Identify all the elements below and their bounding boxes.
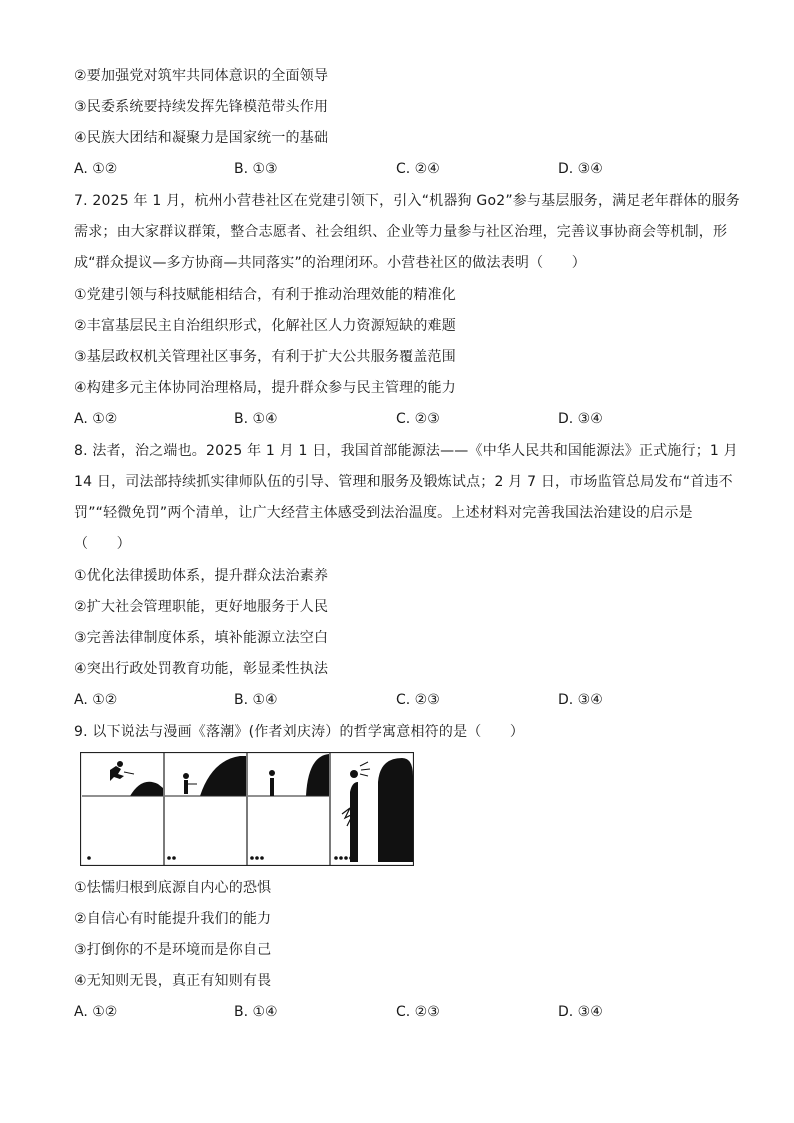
q9-statement-2: ②自信心有时能提升我们的能力 <box>74 911 272 927</box>
q8-option-b: B. ①④ <box>234 692 278 708</box>
q7-statement-4: ④构建多元主体协同治理格局，提升群众参与民主管理的能力 <box>74 380 456 396</box>
q7-statement-3: ③基层政权机关管理社区事务，有利于扩大公共服务覆盖范围 <box>74 349 456 365</box>
q7-option-d: D. ③④ <box>558 411 603 427</box>
q8-stem-line-4: （ ） <box>74 536 131 552</box>
q8-statement-4: ④突出行政处罚教育功能，彰显柔性执法 <box>74 661 329 677</box>
q9-option-d: D. ③④ <box>558 1004 603 1020</box>
q7-statement-1: ①党建引领与科技赋能相结合，有利于推动治理效能的精准化 <box>74 287 456 303</box>
q9-option-b: B. ①④ <box>234 1004 278 1020</box>
comic-strip-image <box>80 752 414 866</box>
q7-stem-line-2: 需求；由大家群议群策，整合志愿者、社会组织、企业等力量参与社区治理，完善议事协商会等机制，形 <box>74 224 728 240</box>
q6-option-d: D. ③④ <box>558 161 603 177</box>
q8-statement-3: ③完善法律制度体系，填补能源立法空白 <box>74 630 329 646</box>
q8-option-d: D. ③④ <box>558 692 603 708</box>
q6-statement-2: ②要加强党对筑牢共同体意识的全面领导 <box>74 68 329 84</box>
q9-statement-1: ①怯懦归根到底源自内心的恐惧 <box>74 880 272 896</box>
q6-statement-3: ③民委系统要持续发挥先锋模范带头作用 <box>74 99 329 115</box>
q8-stem-line-3: 罚”“轻微免罚”两个清单，让广大经营主体感受到法治温度。上述材料对完善我国法治建设的启示是 <box>74 505 693 521</box>
q6-option-c: C. ②④ <box>396 161 440 177</box>
q7-stem-line-3: 成“群众提议—多方协商—共同落实”的治理闭环。小营巷社区的做法表明（ ） <box>74 255 586 271</box>
q7-option-c: C. ②③ <box>396 411 440 427</box>
q8-stem-line-1: 8. 法者，治之端也。2025 年 1 月 1 日，我国首部能源法——《中华人民共和国能源法》正式施行；1 月 <box>74 443 738 459</box>
q8-statement-2: ②扩大社会管理职能，更好地服务于人民 <box>74 599 329 615</box>
q7-option-a: A. ①② <box>74 411 118 427</box>
q7-option-b: B. ①④ <box>234 411 278 427</box>
q7-statement-2: ②丰富基层民主自治组织形式，化解社区人力资源短缺的难题 <box>74 318 456 334</box>
q8-option-c: C. ②③ <box>396 692 440 708</box>
q6-option-b: B. ①③ <box>234 161 278 177</box>
q6-statement-4: ④民族大团结和凝聚力是国家统一的基础 <box>74 130 329 146</box>
q8-option-a: A. ①② <box>74 692 118 708</box>
q7-stem-line-1: 7. 2025 年 1 月，杭州小营巷社区在党建引领下，引入“机器狗 Go2”参与基层服务，满足老年群体的服务 <box>74 193 740 209</box>
q9-stem-line-1: 9. 以下说法与漫画《落潮》(作者刘庆涛）的哲学寓意相符的是（ ） <box>74 724 525 740</box>
q9-option-a: A. ①② <box>74 1004 118 1020</box>
q9-statement-4: ④无知则无畏，真正有知则有畏 <box>74 973 272 989</box>
q8-statement-1: ①优化法律援助体系，提升群众法治素养 <box>74 568 329 584</box>
q8-stem-line-2: 14 日，司法部持续抓实律师队伍的引导、管理和服务及锻炼试点；2 月 7 日，市场监管总局发布“首违不 <box>74 474 733 490</box>
q6-option-a: A. ①② <box>74 161 118 177</box>
q9-statement-3: ③打倒你的不是环境而是你自己 <box>74 942 272 958</box>
q9-option-c: C. ②③ <box>396 1004 440 1020</box>
